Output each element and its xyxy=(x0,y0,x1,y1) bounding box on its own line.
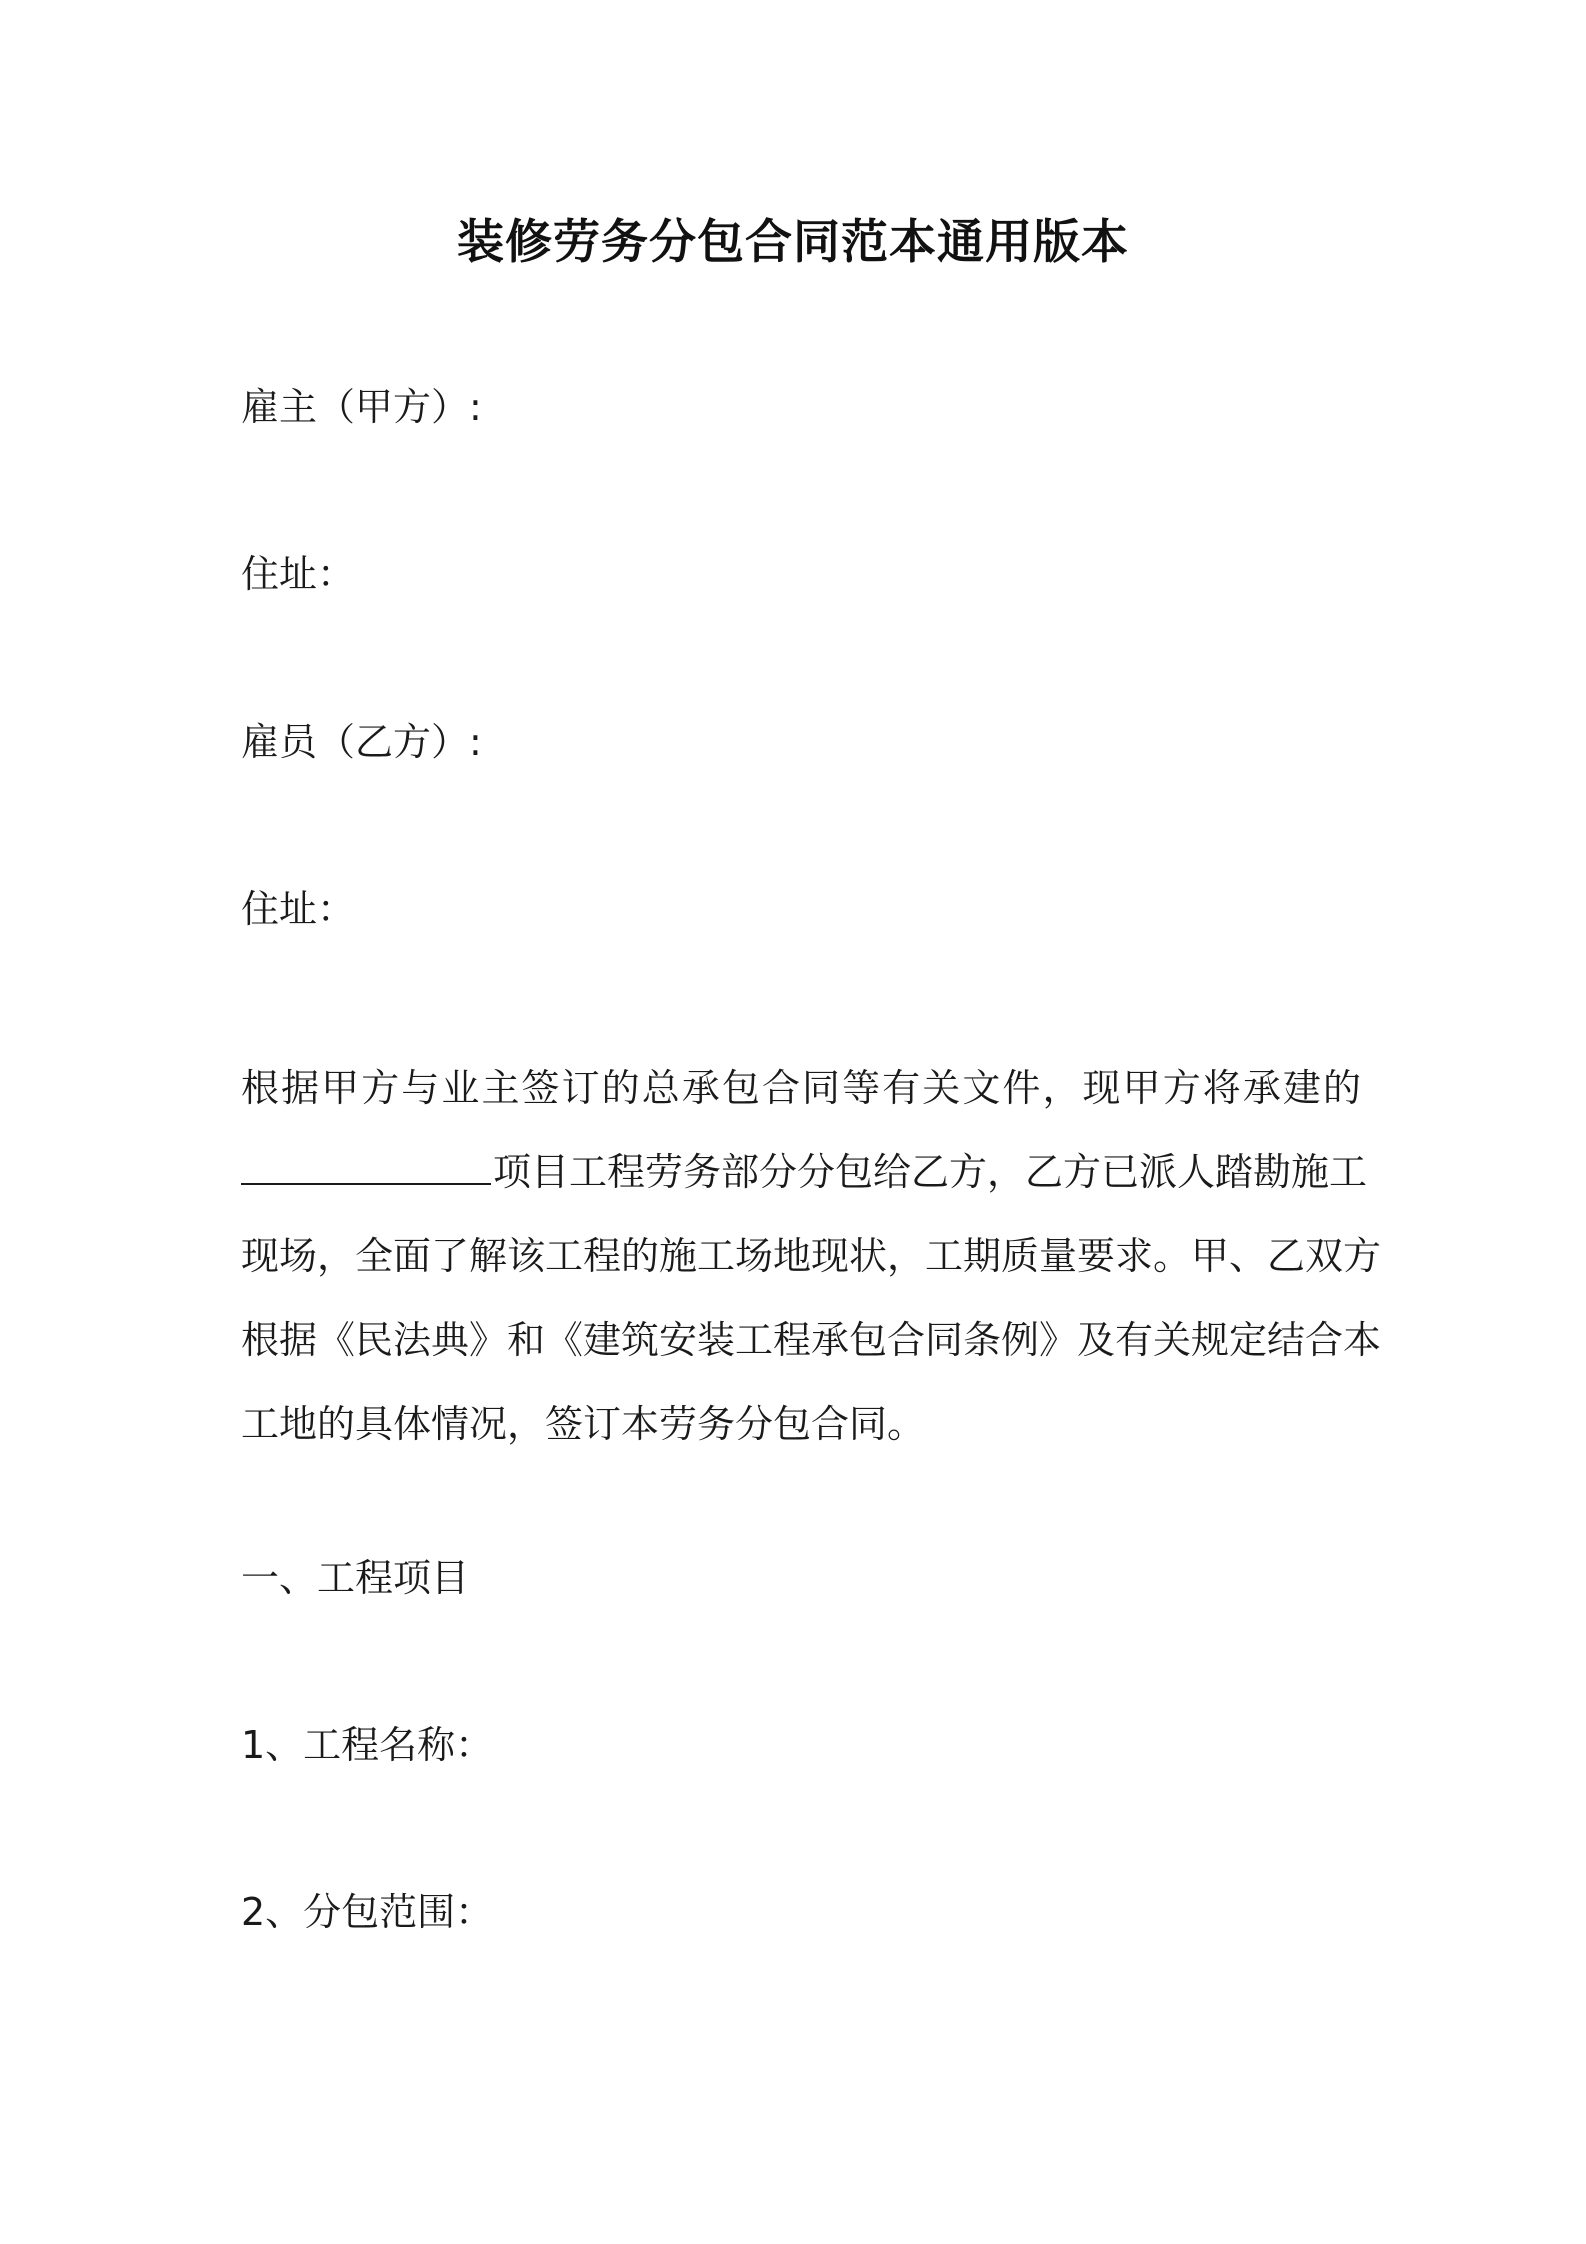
preamble-line-with-blank xyxy=(241,1130,1368,1214)
preamble-line: 根据甲方与业主签订的总承包合同等有关文件，现甲方将承建的 xyxy=(241,1066,1361,1110)
employee-label: 雇员（乙方）: xyxy=(241,720,482,764)
document-title: 装修劳务分包合同范本通用版本 xyxy=(457,215,1129,270)
preamble-line: 工地的具体情况，签订本劳务分包合同。 xyxy=(241,1402,926,1446)
preamble-line-text: 项目工程劳务部分分包给乙方，乙方已派人踏勘施工 xyxy=(493,1150,1368,1194)
item-subcontract-scope: 2、分包范围： xyxy=(241,1890,494,1934)
employee-address-label: 住址： xyxy=(241,887,356,931)
item-project-name: 1、工程名称： xyxy=(241,1723,494,1767)
employer-label: 雇主（甲方）: xyxy=(241,385,482,429)
employer-address-label: 住址： xyxy=(241,552,356,596)
preamble-line: 根据《民法典》和《建筑安装工程承包合同条例》及有关规定结合本 xyxy=(241,1318,1382,1362)
section-heading-project: 一、工程项目 xyxy=(241,1556,470,1600)
preamble-line: 现场，全面了解该工程的施工场地现状，工期质量要求。甲、乙双方 xyxy=(241,1234,1382,1278)
project-name-blank xyxy=(241,1141,491,1185)
preamble-paragraph xyxy=(241,1046,1382,1466)
